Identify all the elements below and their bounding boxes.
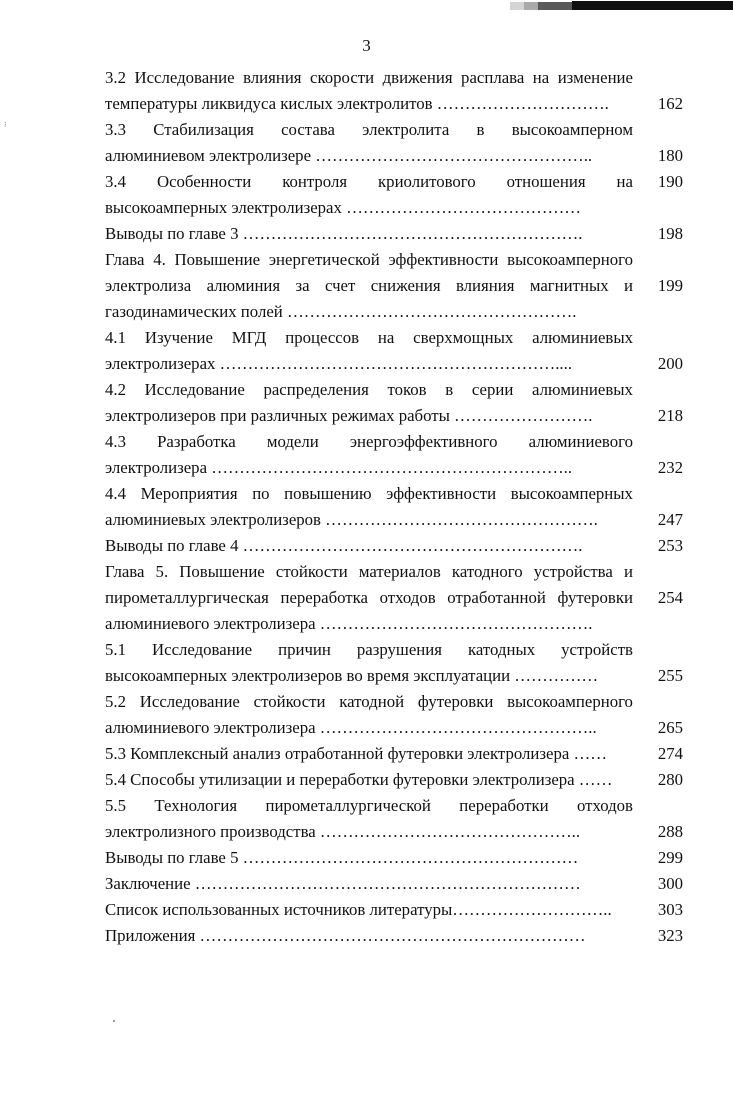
toc-entry-title-line: электролиза алюминия за счет снижения влияния магнитных и [105,276,633,295]
toc-entry[interactable] [105,845,683,871]
toc-entry-title-line: Список использованных источников литературы……………………….. [105,900,612,919]
toc-entry-page-number: 198 [657,224,683,243]
toc-entry-title-line: пирометаллургическая переработка отходов отработанной футеровки [105,588,633,607]
toc-entry-title-line: Заключение …………………………………………………………… [105,874,581,893]
toc-entry-page-number: 162 [657,94,683,113]
toc-entry-title-line: 5.5 Технология пирометаллургической переработки отходов [105,796,633,815]
toc-entry[interactable] [105,559,683,637]
toc-entry-page-number: 218 [657,406,683,425]
margin-scan-mark: ⁝ [4,120,7,129]
toc-entry-title-line: алюминиевого электролизера …………………………………………. [105,614,593,633]
toc-entry-title-line: 3.4 Особенности контроля криолитового отношения на [105,172,633,191]
toc-entry-title-line: алюминиевом электролизере ………………………………………….. [105,146,593,165]
toc-entry[interactable] [105,897,683,923]
toc-entry-title-line: 4.2 Исследование распределения токов в серии алюминиевых [105,380,633,399]
toc-entry-page-number: 199 [657,276,683,295]
toc-entry[interactable] [105,117,683,169]
toc-entry-page-number: 253 [657,536,683,555]
toc-entry[interactable] [105,247,683,325]
toc-entry[interactable] [105,325,683,377]
toc-entry-title-line: Выводы по главе 5 …………………………………………………… [105,848,579,867]
toc-entry-title-line: 5.4 Способы утилизации и переработки футеровки электролизера …… [105,770,613,789]
toc-entry[interactable] [105,65,683,117]
scan-dust-dot [113,1020,115,1022]
toc-entry-page-number: 255 [657,666,683,685]
toc-entry-page-number: 232 [657,458,683,477]
toc-entry-title-line: высокоамперных электролизеров во время эксплуатации …………… [105,666,599,685]
toc-entry-page-number: 254 [657,588,683,607]
toc-entry-title-line: алюминиевого электролизера ………………………………………….. [105,718,597,737]
toc-entry-title-line: 5.2 Исследование стойкости катодной футеровки высокоамперного [105,692,633,711]
toc-entry-title-line: газодинамических полей ……………………………………………. [105,302,577,321]
toc-entry-title-line: 5.1 Исследование причин разрушения катодных устройств [105,640,633,659]
toc-entry-title-line: высокоамперных электролизерах …………………………………… [105,198,582,217]
toc-entry-title-line: алюминиевых электролизеров …………………………………………. [105,510,598,529]
toc-entry-title-line: 4.3 Разработка модели энергоэффективного алюминиевого [105,432,633,451]
toc-entry[interactable] [105,793,683,845]
toc-entry-title-line: температуры ликвидуса кислых электролитов …………………………. [105,94,609,113]
toc-entry-title-line: 3.2 Исследование влияния скорости движения расплава на изменение [105,68,633,87]
table-of-contents [105,65,683,949]
toc-entry-page-number: 299 [657,848,683,867]
toc-entry-title-line: 4.4 Мероприятия по повышению эффективности высокоамперных [105,484,633,503]
toc-entry-page-number: 190 [657,172,683,191]
toc-entry[interactable] [105,533,683,559]
toc-entry[interactable] [105,481,683,533]
toc-entry-title-line: электролизеров при различных режимах работы ……………………. [105,406,593,425]
toc-entry[interactable] [105,221,683,247]
toc-entry-title-line: Выводы по главе 3 ……………………………………………………. [105,224,583,243]
toc-entry-title-line: Глава 5. Повышение стойкости материалов катодного устройства и [105,562,633,581]
toc-entry[interactable] [105,377,683,429]
toc-entry[interactable] [105,741,683,767]
toc-entry-title-line: электролизного производства ……………………………………….. [105,822,581,841]
toc-entry-title-line: 5.3 Комплексный анализ отработанной футеровки электролизера …… [105,744,608,763]
toc-entry-title-line: Приложения …………………………………………………………… [105,926,586,945]
toc-entry[interactable] [105,689,683,741]
toc-entry-title-line: Выводы по главе 4 ……………………………………………………. [105,536,583,555]
toc-entry-page-number: 180 [657,146,683,165]
toc-entry-title-line: 4.1 Изучение МГД процессов на сверхмощных алюминиевых [105,328,633,347]
toc-entry-page-number: 303 [657,900,683,919]
toc-entry[interactable] [105,923,683,949]
toc-entry-page-number: 200 [657,354,683,373]
toc-entry[interactable] [105,767,683,793]
toc-entry-page-number: 280 [657,770,683,789]
page-number: 3 [362,36,371,55]
toc-entry-title-line: 3.3 Стабилизация состава электролита в высокоамперном [105,120,633,139]
toc-entry[interactable] [105,429,683,481]
toc-entry[interactable] [105,169,683,221]
toc-entry[interactable] [105,637,683,689]
scan-edge-artifact [510,0,733,12]
toc-entry-page-number: 300 [657,874,683,893]
toc-entry-title-line: электролизера ……………………………………………………….. [105,458,573,477]
toc-entry-title-line: электролизерах …………………………………………………….... [105,354,573,373]
toc-entry[interactable] [105,871,683,897]
toc-entry-page-number: 274 [657,744,683,763]
toc-entry-page-number: 247 [657,510,683,529]
toc-entry-page-number: 323 [657,926,683,945]
toc-entry-title-line: Глава 4. Повышение энергетической эффективности высокоамперного [105,250,633,269]
toc-entry-page-number: 265 [657,718,683,737]
toc-entry-page-number: 288 [657,822,683,841]
